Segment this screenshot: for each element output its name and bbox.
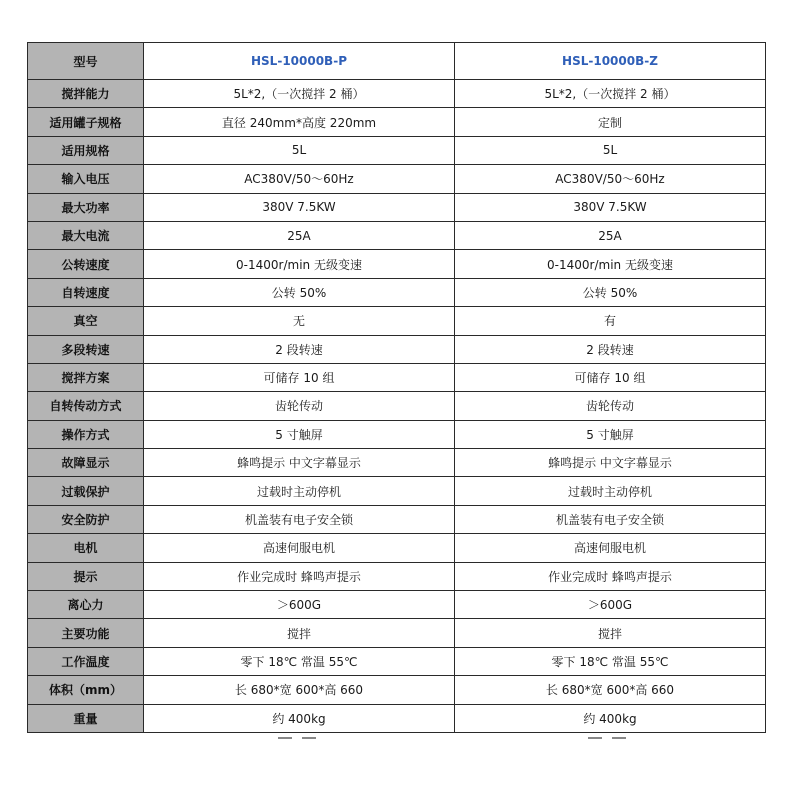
- value-cell-p: 齿轮传动: [144, 392, 455, 420]
- row-label: 输入电压: [28, 165, 144, 193]
- value-cell-p: AC380V/50～60Hz: [144, 165, 455, 193]
- row-label: 主要功能: [28, 619, 144, 647]
- table-row: [28, 335, 766, 363]
- table-foot-mark: [612, 737, 626, 739]
- value-cell-z: 作业完成时 蜂鸣声提示: [455, 562, 766, 590]
- table-row: [28, 136, 766, 164]
- value-cell-z: 定制: [455, 108, 766, 136]
- row-label: 最大功率: [28, 193, 144, 221]
- spec-table-body: [28, 43, 766, 733]
- table-row: [28, 449, 766, 477]
- row-label: 真空: [28, 307, 144, 335]
- table-row: [28, 278, 766, 306]
- value-cell-z: 25A: [455, 221, 766, 249]
- value-cell-p: 直径 240mm*高度 220mm: [144, 108, 455, 136]
- table-row: [28, 108, 766, 136]
- table-row: [28, 562, 766, 590]
- table-row: [28, 165, 766, 193]
- table-row: [28, 647, 766, 675]
- row-label: 安全防护: [28, 505, 144, 533]
- table-row: [28, 392, 766, 420]
- row-label: 重量: [28, 704, 144, 732]
- value-cell-z: 高速伺服电机: [455, 534, 766, 562]
- table-foot-mark: [278, 737, 292, 739]
- row-label: 自转速度: [28, 278, 144, 306]
- table-row: [28, 250, 766, 278]
- value-cell-z: 公转 50%: [455, 278, 766, 306]
- value-cell-p: 公转 50%: [144, 278, 455, 306]
- table-row: [28, 221, 766, 249]
- row-label: 自转传动方式: [28, 392, 144, 420]
- table-row: [28, 704, 766, 732]
- row-label: 适用规格: [28, 136, 144, 164]
- value-cell-p: 约 400kg: [144, 704, 455, 732]
- value-cell-z: 5L: [455, 136, 766, 164]
- value-cell-z: 380V 7.5KW: [455, 193, 766, 221]
- table-row: [28, 363, 766, 391]
- row-label: 搅拌方案: [28, 363, 144, 391]
- table-row: [28, 193, 766, 221]
- value-cell-p: 5L*2,（一次搅拌 2 桶）: [144, 80, 455, 108]
- row-label: 过载保护: [28, 477, 144, 505]
- value-cell-p: 25A: [144, 221, 455, 249]
- value-cell-p: 可储存 10 组: [144, 363, 455, 391]
- value-cell-z: ＞600G: [455, 591, 766, 619]
- value-cell-z: 有: [455, 307, 766, 335]
- value-cell-p: ＞600G: [144, 591, 455, 619]
- value-cell-p: 5 寸触屏: [144, 420, 455, 448]
- row-label: 适用罐子规格: [28, 108, 144, 136]
- value-cell-z: 搅拌: [455, 619, 766, 647]
- model-label-cell: 型号: [28, 43, 144, 80]
- value-cell-p: 高速伺服电机: [144, 534, 455, 562]
- table-row: [28, 420, 766, 448]
- value-cell-p: 过载时主动停机: [144, 477, 455, 505]
- table-row: [28, 307, 766, 335]
- value-cell-p: 零下 18℃ 常温 55℃: [144, 647, 455, 675]
- value-cell-p: 机盖装有电子安全锁: [144, 505, 455, 533]
- value-cell-p: 无: [144, 307, 455, 335]
- value-cell-z: 5L*2,（一次搅拌 2 桶）: [455, 80, 766, 108]
- value-cell-z: 5 寸触屏: [455, 420, 766, 448]
- table-row: [28, 534, 766, 562]
- row-label: 公转速度: [28, 250, 144, 278]
- row-label: 操作方式: [28, 420, 144, 448]
- value-cell-z: 齿轮传动: [455, 392, 766, 420]
- value-cell-z: 约 400kg: [455, 704, 766, 732]
- value-cell-p: 2 段转速: [144, 335, 455, 363]
- spec-table: [27, 42, 766, 733]
- table-foot-mark: [302, 737, 316, 739]
- row-label: 电机: [28, 534, 144, 562]
- value-cell-p: 蜂鸣提示 中文字幕显示: [144, 449, 455, 477]
- value-cell-z: 蜂鸣提示 中文字幕显示: [455, 449, 766, 477]
- value-cell-z: 机盖装有电子安全锁: [455, 505, 766, 533]
- value-cell-p: 380V 7.5KW: [144, 193, 455, 221]
- value-cell-p: 0-1400r/min 无级变速: [144, 250, 455, 278]
- row-label: 离心力: [28, 591, 144, 619]
- table-row: [28, 477, 766, 505]
- row-label: 提示: [28, 562, 144, 590]
- value-cell-z: AC380V/50～60Hz: [455, 165, 766, 193]
- model-cell-p: HSL-10000B-P: [144, 43, 455, 80]
- row-label: 多段转速: [28, 335, 144, 363]
- row-label: 最大电流: [28, 221, 144, 249]
- table-row: [28, 505, 766, 533]
- value-cell-p: 5L: [144, 136, 455, 164]
- row-label: 工作温度: [28, 647, 144, 675]
- table-row: [28, 619, 766, 647]
- row-label: 体积（mm）: [28, 676, 144, 704]
- value-cell-p: 长 680*宽 600*高 660: [144, 676, 455, 704]
- value-cell-z: 2 段转速: [455, 335, 766, 363]
- value-cell-p: 作业完成时 蜂鸣声提示: [144, 562, 455, 590]
- table-row: [28, 591, 766, 619]
- table-header-row: [28, 43, 766, 80]
- table-foot-mark: [588, 737, 602, 739]
- value-cell-z: 零下 18℃ 常温 55℃: [455, 647, 766, 675]
- value-cell-p: 搅拌: [144, 619, 455, 647]
- value-cell-z: 长 680*宽 600*高 660: [455, 676, 766, 704]
- table-row: [28, 80, 766, 108]
- row-label: 搅拌能力: [28, 80, 144, 108]
- value-cell-z: 0-1400r/min 无级变速: [455, 250, 766, 278]
- row-label: 故障显示: [28, 449, 144, 477]
- table-row: [28, 676, 766, 704]
- value-cell-z: 可储存 10 组: [455, 363, 766, 391]
- value-cell-z: 过载时主动停机: [455, 477, 766, 505]
- model-cell-z: HSL-10000B-Z: [455, 43, 766, 80]
